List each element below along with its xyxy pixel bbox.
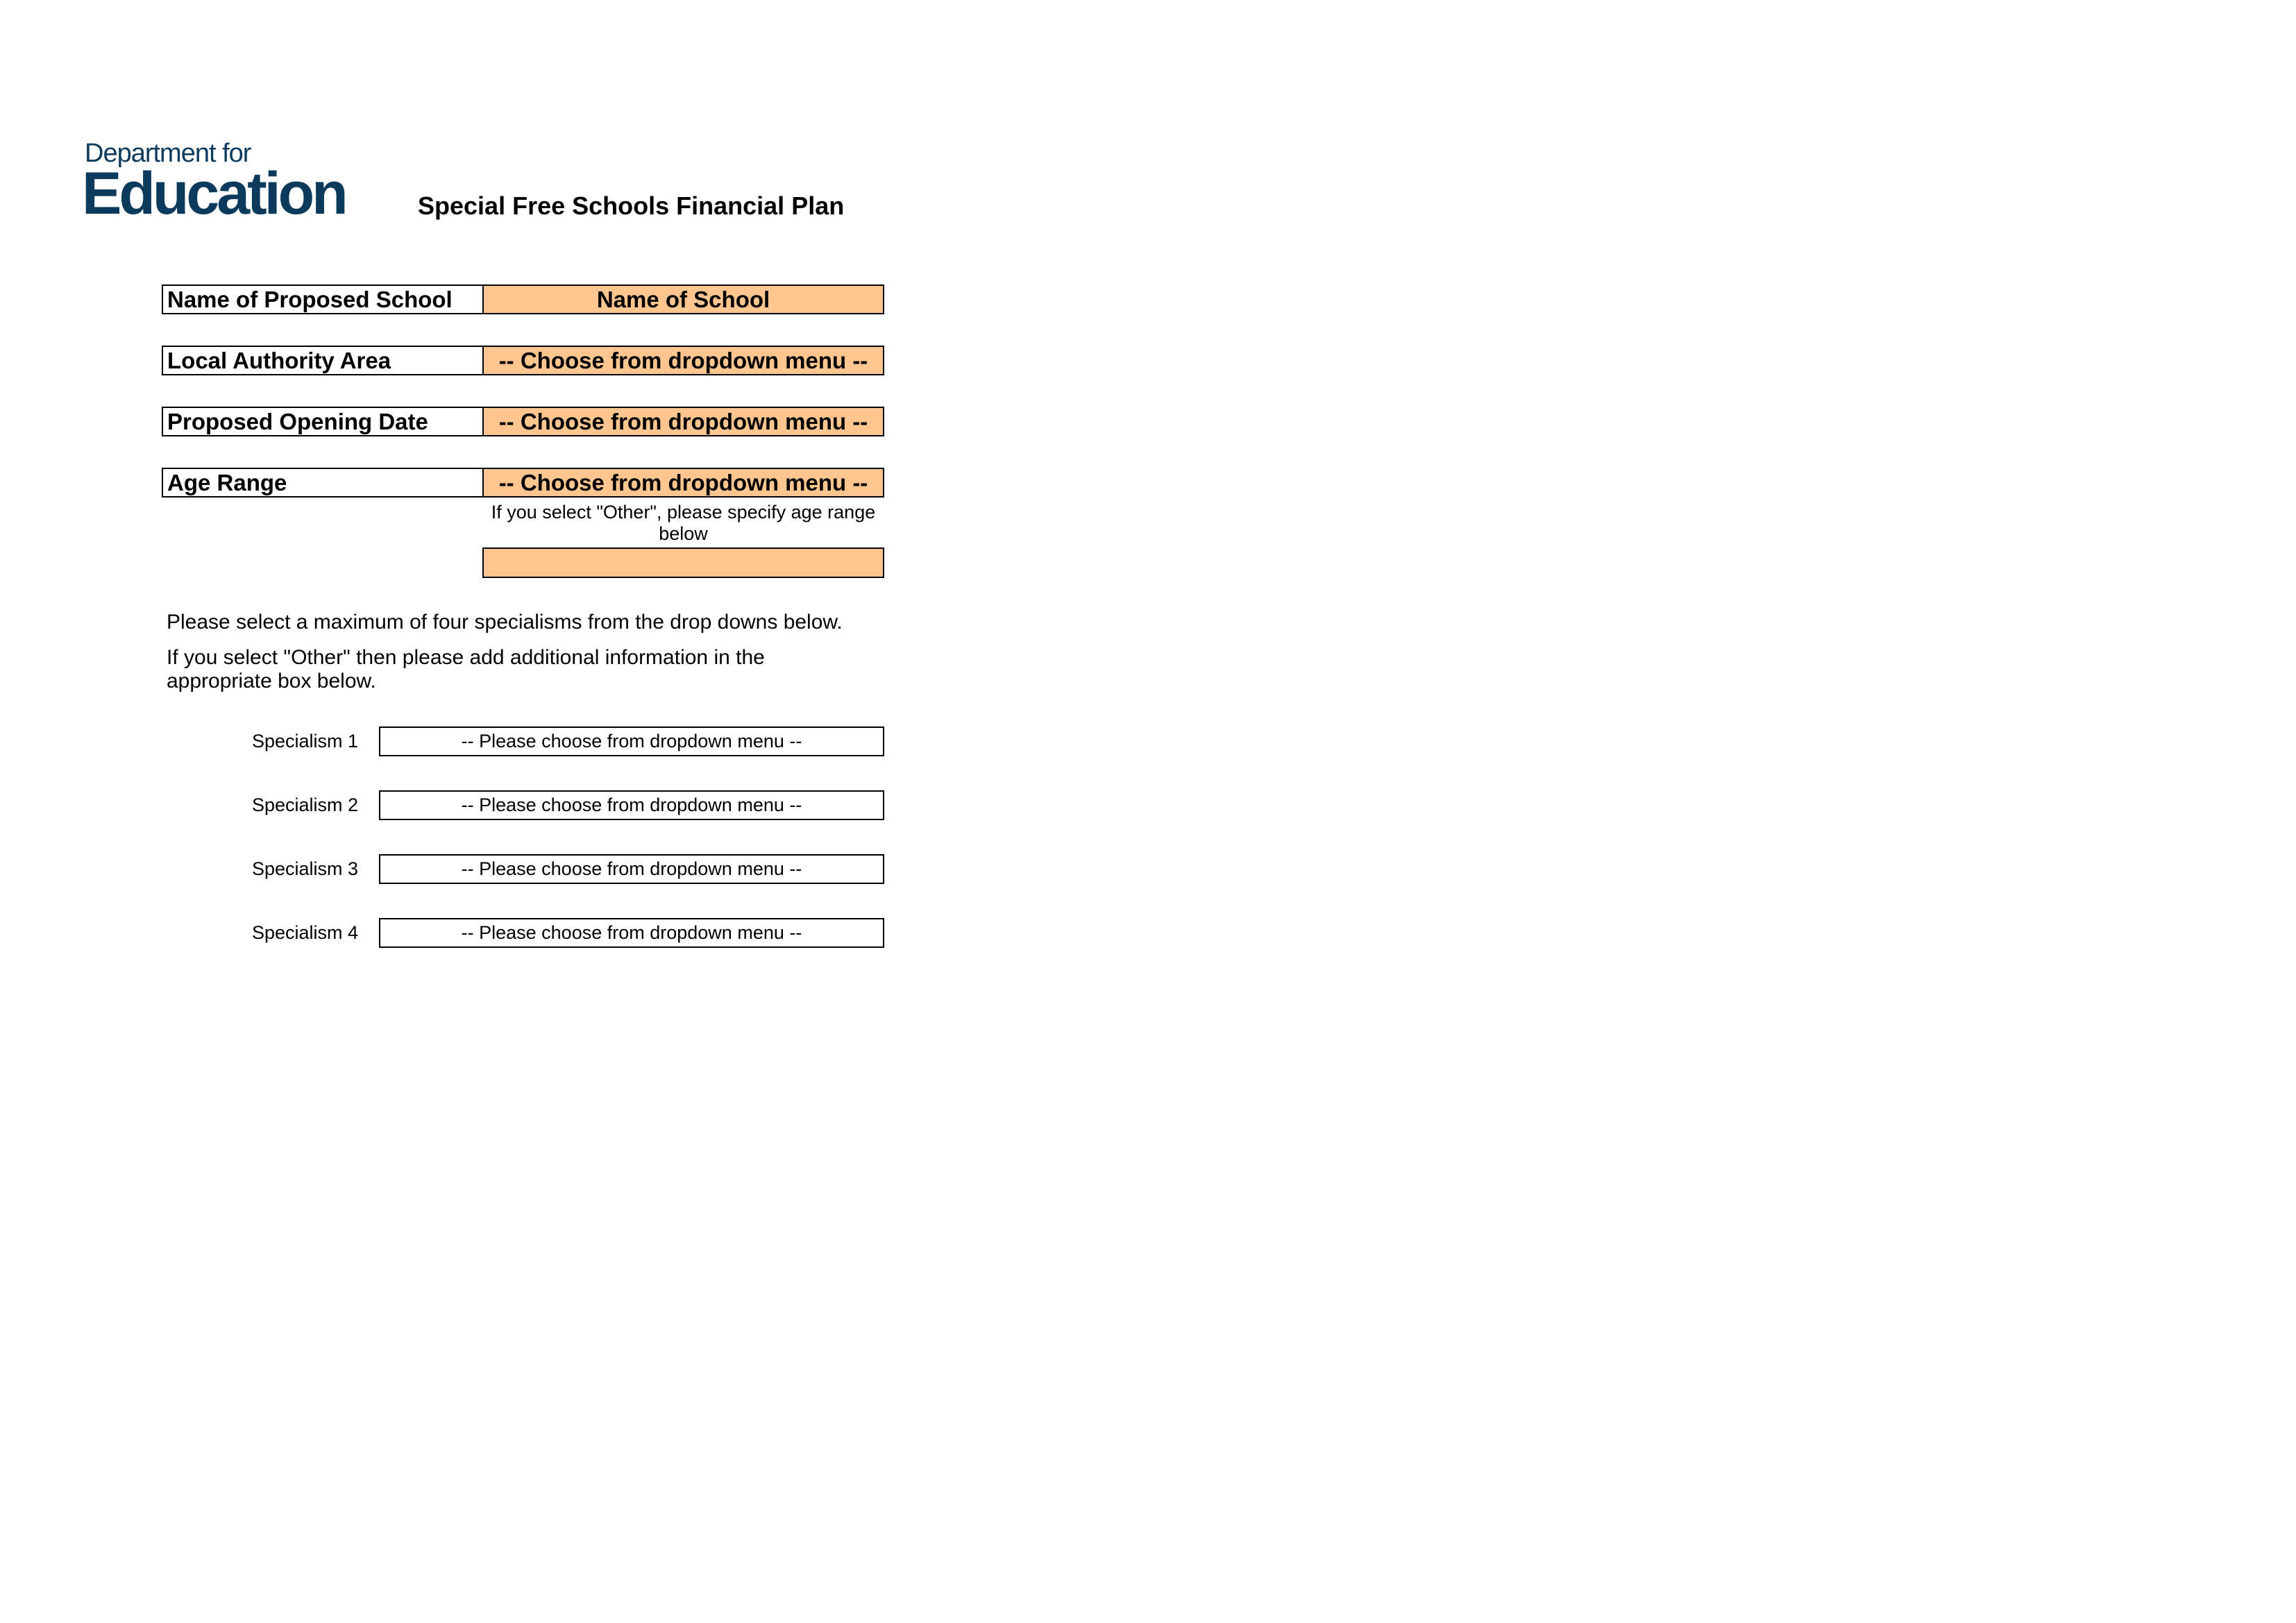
form-row-age-range xyxy=(162,468,884,498)
age-range-label: Age Range xyxy=(163,469,484,496)
opening-date-label: Proposed Opening Date xyxy=(163,408,484,435)
school-name-input[interactable]: Name of School xyxy=(484,286,883,313)
age-other-hint: If you select "Other", please specify age range below xyxy=(491,502,876,544)
form-row-local-authority xyxy=(162,346,884,375)
school-name-label: Name of Proposed School xyxy=(163,286,484,313)
form-row-school-name xyxy=(162,284,884,314)
local-authority-label: Local Authority Area xyxy=(163,347,484,374)
specialism-3-dropdown[interactable]: -- Please choose from dropdown menu -- xyxy=(379,854,884,884)
form-row-opening-date xyxy=(162,407,884,436)
specialism-2-label: Specialism 2 xyxy=(251,794,358,815)
logo-education: Education xyxy=(82,160,346,227)
opening-date-dropdown[interactable]: -- Choose from dropdown menu -- xyxy=(484,408,883,435)
instruction-other-info: If you select "Other" then please add additional information in the appropriate box below. xyxy=(167,646,765,692)
logo-department-for: Department for xyxy=(85,139,251,168)
page-title: Special Free Schools Financial Plan xyxy=(418,192,845,220)
specialism-4-dropdown[interactable]: -- Please choose from dropdown menu -- xyxy=(379,918,884,948)
age-range-dropdown[interactable]: -- Choose from dropdown menu -- xyxy=(484,469,883,496)
specialism-3-label: Specialism 3 xyxy=(251,858,358,879)
specialism-1-dropdown[interactable]: -- Please choose from dropdown menu -- xyxy=(379,726,884,756)
specialism-1-label: Specialism 1 xyxy=(251,731,358,751)
age-other-input[interactable] xyxy=(482,547,884,578)
local-authority-dropdown[interactable]: -- Choose from dropdown menu -- xyxy=(484,347,883,374)
specialism-2-dropdown[interactable]: -- Please choose from dropdown menu -- xyxy=(379,790,884,820)
specialism-4-label: Specialism 4 xyxy=(251,922,358,943)
instruction-max-specialisms: Please select a maximum of four specialisms from the drop downs below. xyxy=(167,611,843,634)
